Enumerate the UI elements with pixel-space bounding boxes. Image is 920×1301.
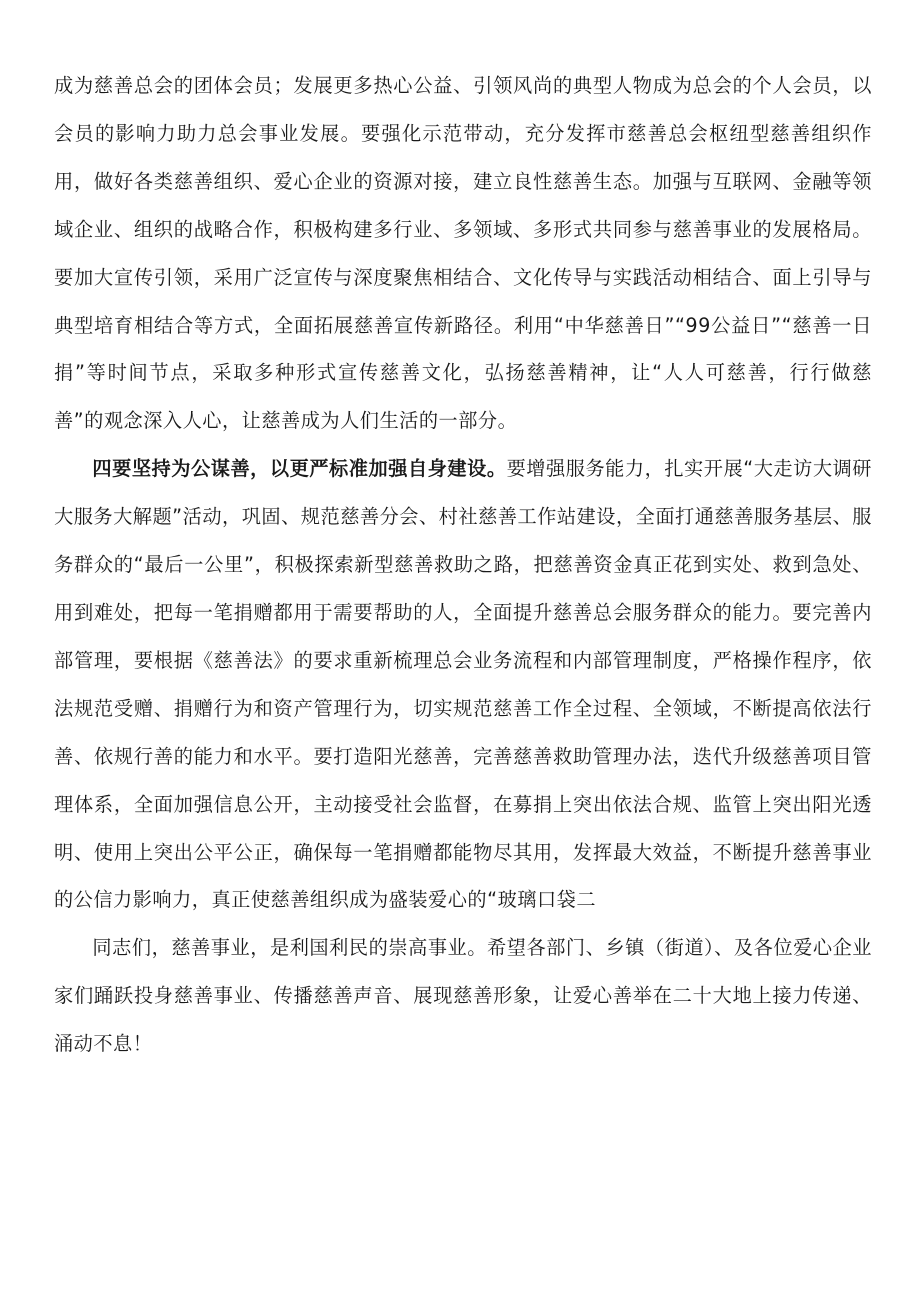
paragraph-2 [54,445,872,924]
paragraph-text: 同志们，慈善事业，是利国利民的崇高事业。希望各部门、乡镇（街道）、及各位爱心企业家们踊跃投身慈善事业、传播慈善声音、展现慈善形象，让爱心善举在二十大地上接力传递、涌动不息！ [54,936,872,1056]
document-body [54,62,872,1068]
paragraph-text: 要增强服务能力，扎实开展“大走访大调研大服务大解题”活动，巩固、规范慈善分会、村社慈善工作站建设，全面打通慈善服务基层、服务群众的“最后一公里”，积极探索新型慈善救助之路，把慈善资金真正花到实处、救到急处、用到难处，把每一笔捐赠都用于需要帮助的人，全面提升慈善总会服务群众的能力。要完善内部管理，要根据《慈善法》的要求重新梳理总会业务流程和内部管理制度，严格操作程序，依法规范受赠、捐赠行为和资产管理行为，切实规范慈善工作全过程、全领域，不断提高依法行善、依规行善的能力和水平。要打造阳光慈善，完善慈善救助管理办法，迭代升级慈善项目管理体系，全面加强信息公开，主动接受社会监督，在募捐上突出依法合规、监管上突出阳光透明、使用上突出公平公正，确保每一笔捐赠都能物尽其用，发挥最大效益，不断提升慈善事业的公信力影响力，真正使慈善组织成为盛装爱心的“玻璃口袋二 [54,457,872,912]
paragraph-text: 成为慈善总会的团体会员；发展更多热心公益、引领风尚的典型人物成为总会的个人会员，以会员的影响力助力总会事业发展。要强化示范带动，充分发挥市慈善总会枢纽型慈善组织作用，做好各类慈善组织、爱心企业的资源对接，建立良性慈善生态。加强与互联网、金融等领域企业、组织的战略合作，积极构建多行业、多领域、多形式共同参与慈善事业的发展格局。要加大宣传引领，采用广泛宣传与深度聚焦相结合、文化传导与实践活动相结合、面上引导与典型培育相结合等方式，全面拓展慈善宣传新路径。利用“中华慈善日”“99公益日”“慈善一日捐”等时间节点，采取多种形式宣传慈善文化，弘扬慈善精神，让“人人可慈善，行行做慈善”的观念深入人心，让慈善成为人们生活的一部分。 [54,74,872,433]
paragraph-3 [54,924,872,1068]
paragraph-1 [54,62,872,445]
paragraph-lead-heading: 四要坚持为公谋善，以更严标准加强自身建设。 [92,457,507,481]
